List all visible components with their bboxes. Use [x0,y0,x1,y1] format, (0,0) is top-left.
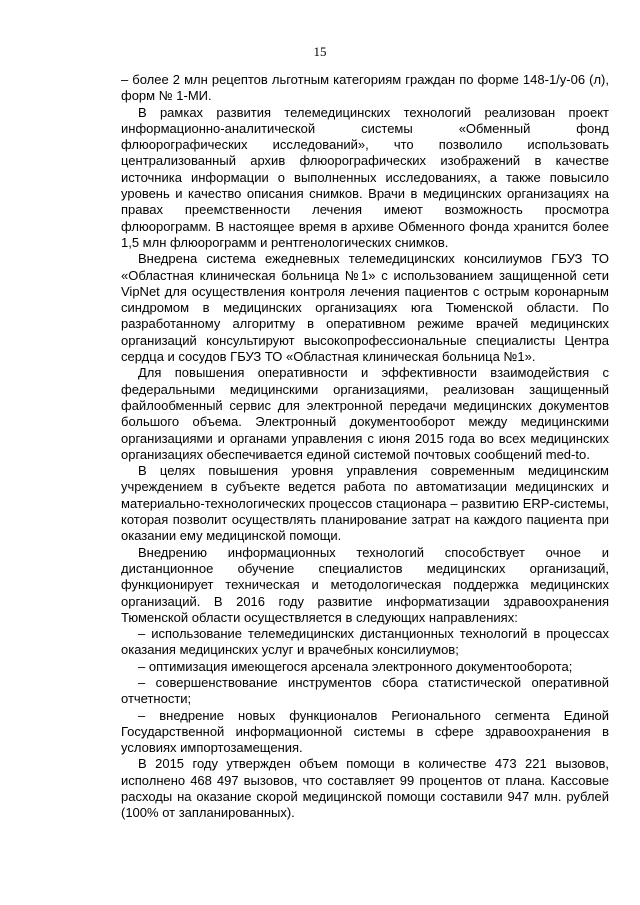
paragraph-1: – более 2 млн рецептов льготным категориям граждан по форме 148-1/у-06 (л), форм № 1-МИ. [121,72,609,104]
list-item-3: – совершенствование инструментов сбора статистической оперативной отчетности; [121,674,609,707]
paragraph-3: Внедрена система ежедневных телемедицинских консилиумов ГБУЗ ТО «Областная клиническая больница №1» с использованием защищенной сети VipNet для осуществления контроля лечения пациентов с острым коронарным синдромом в медицинских организациях юга Тюменской области. По разработанному алгоритму в оперативном режиме врачей медицинских организаций консультируют высокопрофессиональные специалисты Центра сердца и сосудов ГБУЗ ТО «Областная клиническая больница №1». [121,251,609,365]
paragraph-6: Внедрению информационных технологий способствует очное и дистанционное обучение специалистов медицинских организаций, функционирует техническая и методологическая поддержка медицинских организаций. В 2016 году развитие информатизации здравоохранения Тюменской области осуществляется в следующих направлениях: [121,544,609,625]
paragraph-2: В рамках развития телемедицинских технологий реализован проект информационно-аналитической системы «Обменный фонд флюорографических исследований», что позволило использовать централизованный архив флюорографических изображений в качестве источника информации о выполненных исследованиях, а также повысило уровень и качество описания снимков. Врачи в медицинских организациях на правах преемственности лечения имеют возможность просмотра флюорограмм. В настоящее время в архиве Обменного фонда хранится более 1,5 млн флюорограмм и рентгенологических снимков. [121,104,609,250]
list-item-4: – внедрение новых функционалов Регионального сегмента Единой Государственной информационной системы в сфере здравоохранения в условиях импортозамещения. [121,707,609,756]
paragraph-5: В целях повышения уровня управления современным медицинским учреждением в субъекте ведется работа по автоматизации медицинских и материально-технологических процессов стационара – развитию ERP-системы, которая позволит осуществлять планирование затрат на каждого пациента при оказании ему медицинской помощи. [121,463,609,544]
paragraph-4: Для повышения оперативности и эффективности взаимодействия с федеральными медицинскими организациями, реализован защищенный файлообменный сервис для электронной передачи медицинских документов большого объема. Электронный документооборот между медицинскими организациями и органами управления с июня 2015 года во всех медицинских организациях обеспечивается единой системой почтовых сообщений med-to. [121,365,609,462]
list-item-2: – оптимизация имеющегося арсенала электронного документооборота; [138,658,573,674]
document-body [121,72,609,822]
list-item-1: – использование телемедицинских дистанционных технологий в процессах оказания медицинских услуг и врачебных консилиумов; [121,626,609,658]
page-number: 15 [313,44,327,59]
paragraph-7: В 2015 году утвержден объем помощи в количестве 473 221 вызовов, исполнено 468 497 вызовов, что составляет 99 процентов от плана. Кассовые расходы на оказание скорой медицинской помощи составили 947 млн. рублей (100% от запланированных). [121,756,609,821]
